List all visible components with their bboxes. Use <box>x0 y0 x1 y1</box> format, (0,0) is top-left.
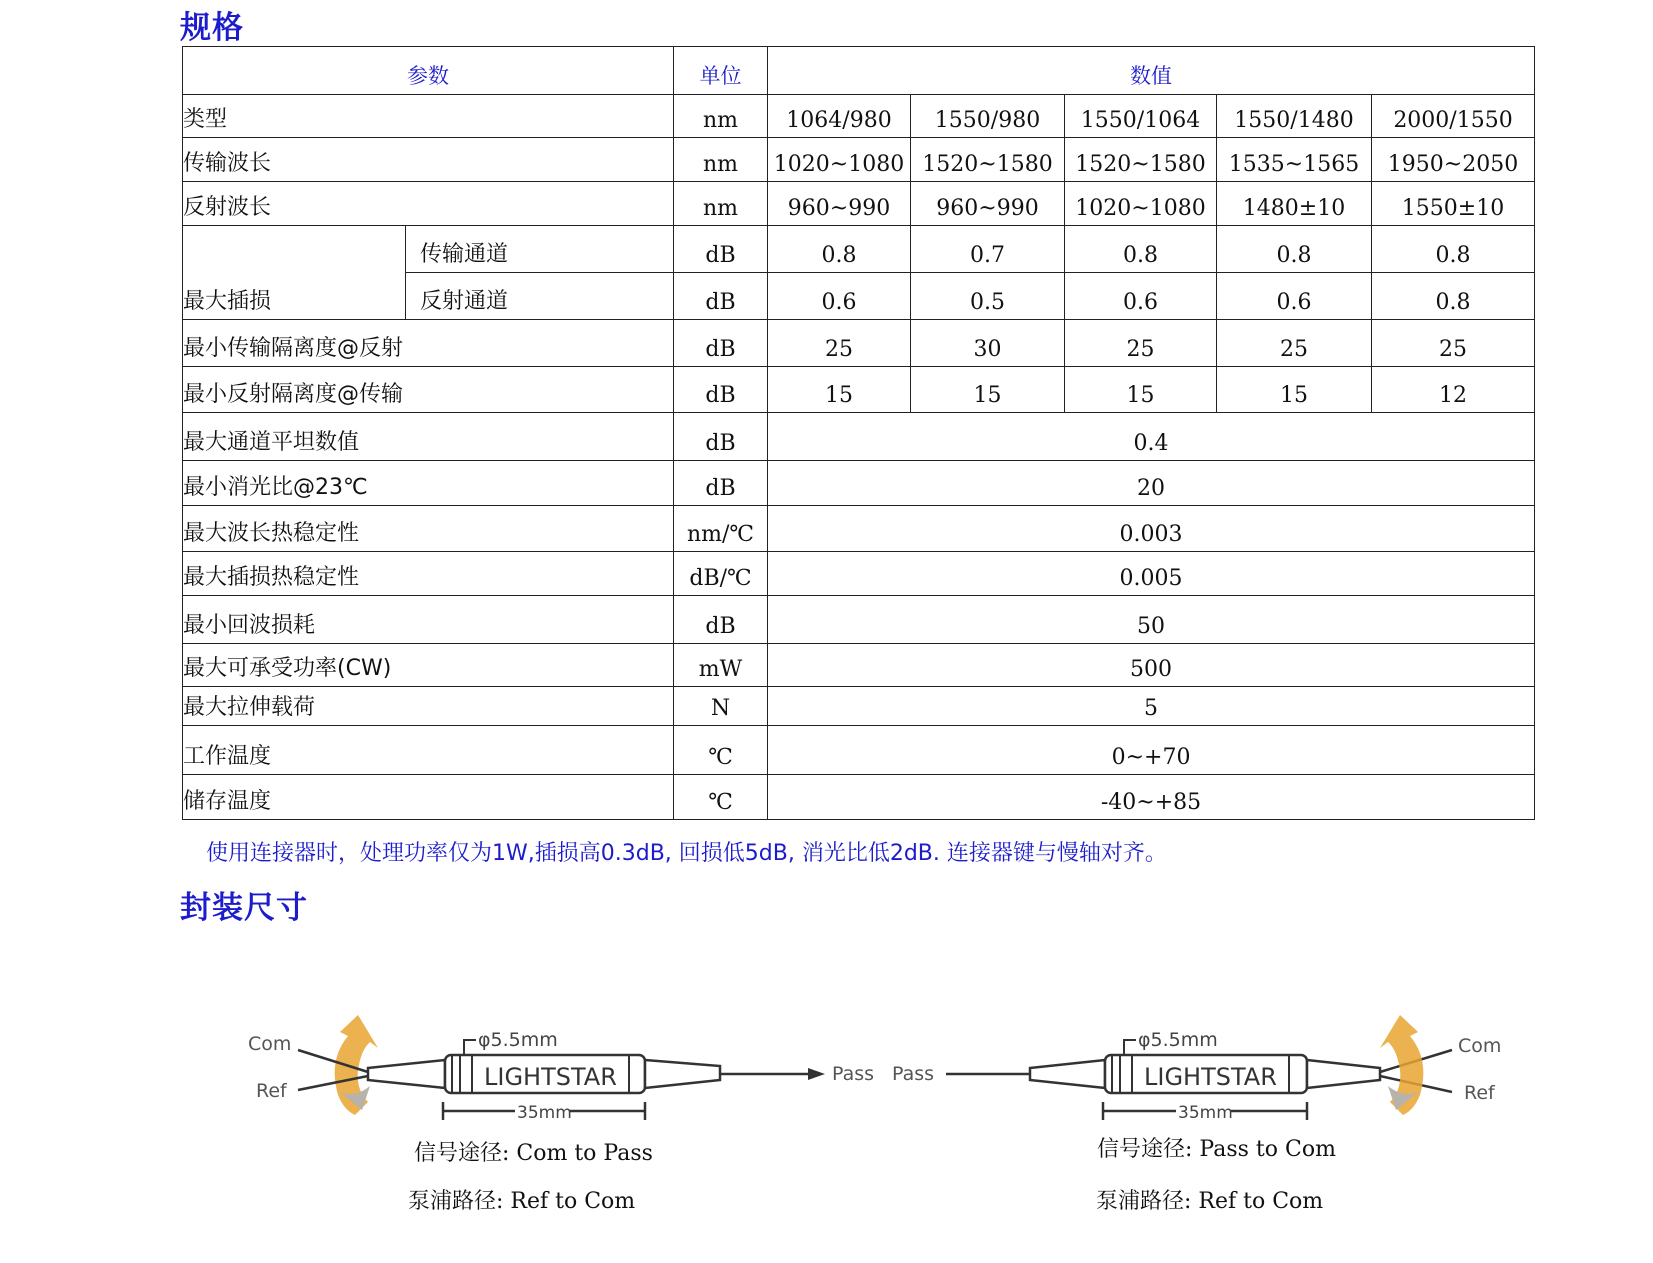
table-row <box>183 366 1535 412</box>
signal-path-caption-right: 信号途径: Pass to Com <box>1097 1137 1336 1162</box>
spec-table <box>182 46 1535 820</box>
port-pass-label: Pass <box>832 1063 875 1085</box>
value-cell: 30 <box>911 320 1065 366</box>
value-cell: 15 <box>911 366 1065 412</box>
value-cell: 25 <box>1065 320 1217 366</box>
unit-cell: nm/℃ <box>674 506 768 551</box>
table-row <box>183 225 1535 272</box>
value-cell: 1550/980 <box>911 95 1065 138</box>
table-header-row <box>183 47 1535 95</box>
param-cell: 最大通道平坦数值 <box>183 412 674 460</box>
param-cell: 最大可承受功率(CW) <box>183 643 674 686</box>
value-cell: 1020~1080 <box>768 138 911 181</box>
param-cell: 最小传输隔离度@反射 <box>183 320 674 366</box>
value-cell: 1550/1480 <box>1217 95 1372 138</box>
sub-param-cell: 传输通道 <box>406 225 674 272</box>
package-diagram-right <box>880 1010 1520 1130</box>
unit-cell: dB <box>674 273 768 320</box>
value-cell: 0.7 <box>911 225 1065 272</box>
length-label: 35mm <box>1178 1103 1233 1123</box>
value-cell: 5 <box>768 687 1535 726</box>
value-cell: 1020~1080 <box>1065 181 1217 225</box>
section-heading-spec: 规格 <box>180 10 244 46</box>
connector-note: 使用连接器时，处理功率仅为1W,插损高0.3dB, 回损低5dB, 消光比低2dB. 连接器键与慢轴对齐。 <box>206 841 1167 866</box>
unit-cell: dB <box>674 225 768 272</box>
table-row <box>183 181 1535 225</box>
value-cell: 500 <box>768 643 1535 686</box>
value-cell: 1064/980 <box>768 95 911 138</box>
value-cell: 0.8 <box>1217 225 1372 272</box>
unit-cell: ℃ <box>674 774 768 819</box>
param-cell: 最小回波损耗 <box>183 595 674 643</box>
value-cell: 0.8 <box>768 225 911 272</box>
length-label: 35mm <box>517 1103 572 1123</box>
param-cell: 最大插损 <box>183 225 406 319</box>
value-cell: 0.005 <box>768 551 1535 595</box>
value-cell: 1520~1580 <box>911 138 1065 181</box>
value-cell: 0.6 <box>1065 273 1217 320</box>
unit-cell: nm <box>674 95 768 138</box>
table-row <box>183 412 1535 460</box>
value-cell: 1520~1580 <box>1065 138 1217 181</box>
pump-path-caption-right: 泵浦路径: Ref to Com <box>1096 1189 1324 1214</box>
table-row <box>183 95 1535 138</box>
value-cell: 1550/1064 <box>1065 95 1217 138</box>
unit-cell: nm <box>674 181 768 225</box>
param-cell: 传输波长 <box>183 138 674 181</box>
value-cell: 2000/1550 <box>1372 95 1535 138</box>
package-diagram-left <box>240 1010 875 1130</box>
param-cell: 类型 <box>183 95 674 138</box>
brand-label: LIGHTSTAR <box>484 1063 617 1091</box>
unit-cell: ℃ <box>674 726 768 774</box>
value-cell: 0.4 <box>768 412 1535 460</box>
unit-cell: nm <box>674 138 768 181</box>
unit-cell: dB/℃ <box>674 551 768 595</box>
unit-cell: dB <box>674 461 768 506</box>
value-cell: 25 <box>768 320 911 366</box>
param-cell: 反射波长 <box>183 181 674 225</box>
value-cell: 25 <box>1372 320 1535 366</box>
value-cell: 20 <box>768 461 1535 506</box>
table-row <box>183 726 1535 774</box>
unit-cell: dB <box>674 366 768 412</box>
value-cell: 15 <box>1065 366 1217 412</box>
value-cell: 1550±10 <box>1372 181 1535 225</box>
param-cell: 最大波长热稳定性 <box>183 506 674 551</box>
table-row <box>183 595 1535 643</box>
value-cell: 0.6 <box>768 273 911 320</box>
table-row <box>183 643 1535 686</box>
diameter-label: φ5.5mm <box>1138 1029 1218 1051</box>
value-cell: 25 <box>1217 320 1372 366</box>
section-heading-package: 封装尺寸 <box>180 890 308 926</box>
value-cell: 1535~1565 <box>1217 138 1372 181</box>
unit-cell: N <box>674 687 768 726</box>
sub-param-cell: 反射通道 <box>406 273 674 320</box>
value-cell: 0.8 <box>1372 273 1535 320</box>
port-pass-label: Pass <box>892 1063 935 1085</box>
value-cell: 0.003 <box>768 506 1535 551</box>
value-cell: 0.6 <box>1217 273 1372 320</box>
header-value: 数值 <box>768 47 1535 95</box>
value-cell: 1480±10 <box>1217 181 1372 225</box>
value-cell: 1950~2050 <box>1372 138 1535 181</box>
header-param: 参数 <box>183 47 674 95</box>
unit-cell: dB <box>674 412 768 460</box>
port-ref-label: Ref <box>1464 1082 1495 1104</box>
value-cell: 15 <box>1217 366 1372 412</box>
value-cell: 50 <box>768 595 1535 643</box>
port-com-label: Com <box>248 1033 292 1055</box>
param-cell: 最大插损热稳定性 <box>183 551 674 595</box>
port-com-label: Com <box>1458 1035 1502 1057</box>
value-cell: 960~990 <box>768 181 911 225</box>
table-row <box>183 320 1535 366</box>
value-cell: 15 <box>768 366 911 412</box>
brand-label: LIGHTSTAR <box>1144 1063 1277 1091</box>
signal-path-caption-left: 信号途径: Com to Pass <box>414 1141 653 1166</box>
port-ref-label: Ref <box>256 1080 287 1102</box>
unit-cell: mW <box>674 643 768 686</box>
value-cell: -40~+85 <box>768 774 1535 819</box>
value-cell: 960~990 <box>911 181 1065 225</box>
diameter-label: φ5.5mm <box>478 1029 558 1051</box>
unit-cell: dB <box>674 595 768 643</box>
value-cell: 0~+70 <box>768 726 1535 774</box>
value-cell: 12 <box>1372 366 1535 412</box>
value-cell: 0.8 <box>1065 225 1217 272</box>
table-row <box>183 506 1535 551</box>
value-cell: 0.5 <box>911 273 1065 320</box>
table-row <box>183 461 1535 506</box>
param-cell: 最小消光比@23℃ <box>183 461 674 506</box>
pump-path-caption-left: 泵浦路径: Ref to Com <box>408 1189 636 1214</box>
param-cell: 储存温度 <box>183 774 674 819</box>
table-row <box>183 551 1535 595</box>
table-row <box>183 687 1535 726</box>
unit-cell: dB <box>674 320 768 366</box>
table-row <box>183 138 1535 181</box>
param-cell: 工作温度 <box>183 726 674 774</box>
value-cell: 0.8 <box>1372 225 1535 272</box>
header-unit: 单位 <box>674 47 768 95</box>
table-row <box>183 774 1535 819</box>
param-cell: 最大拉伸载荷 <box>183 687 674 726</box>
param-cell: 最小反射隔离度@传输 <box>183 366 674 412</box>
